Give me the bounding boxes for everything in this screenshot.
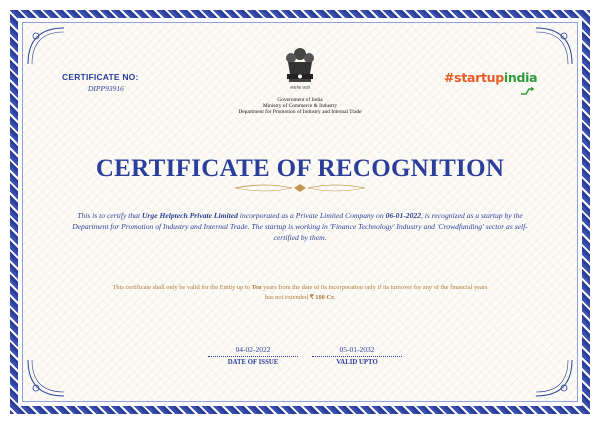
certificate-number-value: DIPP93916	[88, 84, 124, 93]
incorporation-date: 06-01-2022	[385, 211, 421, 220]
statement-mid2: , is recognized as a startup by the Department for Promotion of Industry and Internal Trade. The startup is working in 'Finance Technology' Industry and 'Crowdfunding' sector as self-certified by them.	[72, 211, 528, 242]
certification-statement	[70, 210, 530, 243]
logo-text-india: india	[503, 70, 538, 85]
corner-flourish-top-right	[534, 26, 574, 66]
issuer-department: Department for Promotion of Industry and Internal Trade	[238, 109, 362, 116]
valid-upto-label: VALID UPTO	[336, 359, 378, 366]
date-of-issue-value: 04-02-2022	[208, 345, 298, 357]
validity-text2: years from the date of its incorporation only if its turnover for any of the financial years has not extended	[261, 284, 488, 301]
statement-mid1: incorporated as a Private Limited Company on	[237, 211, 386, 220]
corner-flourish-bottom-left	[26, 358, 66, 398]
national-emblem-icon	[278, 44, 322, 96]
title-ornament-icon	[230, 181, 370, 193]
issuer-ministry: Ministry of Commerce & Industry	[262, 103, 338, 110]
validity-years: Ten	[251, 284, 262, 291]
corner-flourish-top-left	[26, 26, 66, 66]
certificate-number-label: CERTIFICATE NO:	[62, 72, 139, 82]
statement-intro: This is to certify that	[77, 211, 142, 220]
corner-flourish-bottom-right	[534, 358, 574, 398]
valid-upto-value: 05-01-2032	[312, 345, 402, 357]
validity-text1: This certificate shall only be valid for the Entity up to	[112, 284, 252, 291]
date-of-issue-block	[208, 345, 298, 366]
certificate-title: CERTIFICATE OF RECOGNITION	[95, 155, 505, 182]
issuer-government: Government of India	[277, 97, 323, 103]
logo-arrow-icon	[520, 82, 534, 90]
validity-note	[110, 283, 490, 303]
turnover-limit: ₹ 100 Cr.	[309, 294, 335, 301]
emblem-caption: सत्यमेव जयते	[290, 85, 310, 90]
logo-text-startup: #startup	[444, 70, 504, 85]
company-name: Urge Helptech Private Limited	[141, 211, 238, 220]
date-of-issue-label: DATE OF ISSUE	[227, 359, 279, 366]
issuer-block	[200, 97, 400, 116]
valid-upto-block	[312, 345, 402, 366]
